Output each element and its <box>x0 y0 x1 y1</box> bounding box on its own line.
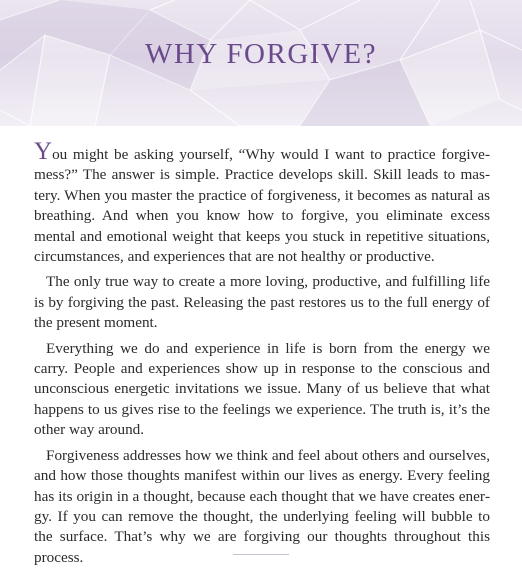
paragraph-4: Forgiveness addresses how we think and feel about others and ourselves, and how those thoughts manifest within our lives as energy. Every feeling has its origin in a thought, because each thought that we have creates energy. If you can remove the thought, the underlying feeling will bubble to the surface. That’s why we are forgiving our thoughts throughout this process. <box>34 446 490 566</box>
body-text <box>34 138 490 573</box>
bottom-divider <box>233 554 289 555</box>
drop-cap: Y <box>34 138 53 165</box>
page-title: WHY FORGIVE? <box>145 38 377 70</box>
paragraph-1-text: ou might be asking yourself, “Why would I want to practice forgivemess?” The answer is simple. Practice develops skill. Skill leads to mastery. When you master the practice of forgiveness, it becomes as natural as breathing. And when you know how to forgive, you eliminate excess mental and emotional weight that keeps you stuck in repetitive situations, circumstances, and experiences that are not healthy or productive. <box>34 146 490 266</box>
paragraph-1 <box>34 138 490 267</box>
paragraph-3: Everything we do and experience in life is born from the energy we carry. People and experiences show up in response to the conscious and unconscious energetic invitations we issue. Many of us believe that what happens to us gives rise to the feelings we experience. The truth is, it’s the other way around. <box>34 339 490 439</box>
header-banner <box>0 0 522 126</box>
paragraph-2: The only true way to create a more loving, productive, and fulfilling life is by forgiving the past. Releasing the past restores us to the full energy of the present moment. <box>34 273 490 332</box>
